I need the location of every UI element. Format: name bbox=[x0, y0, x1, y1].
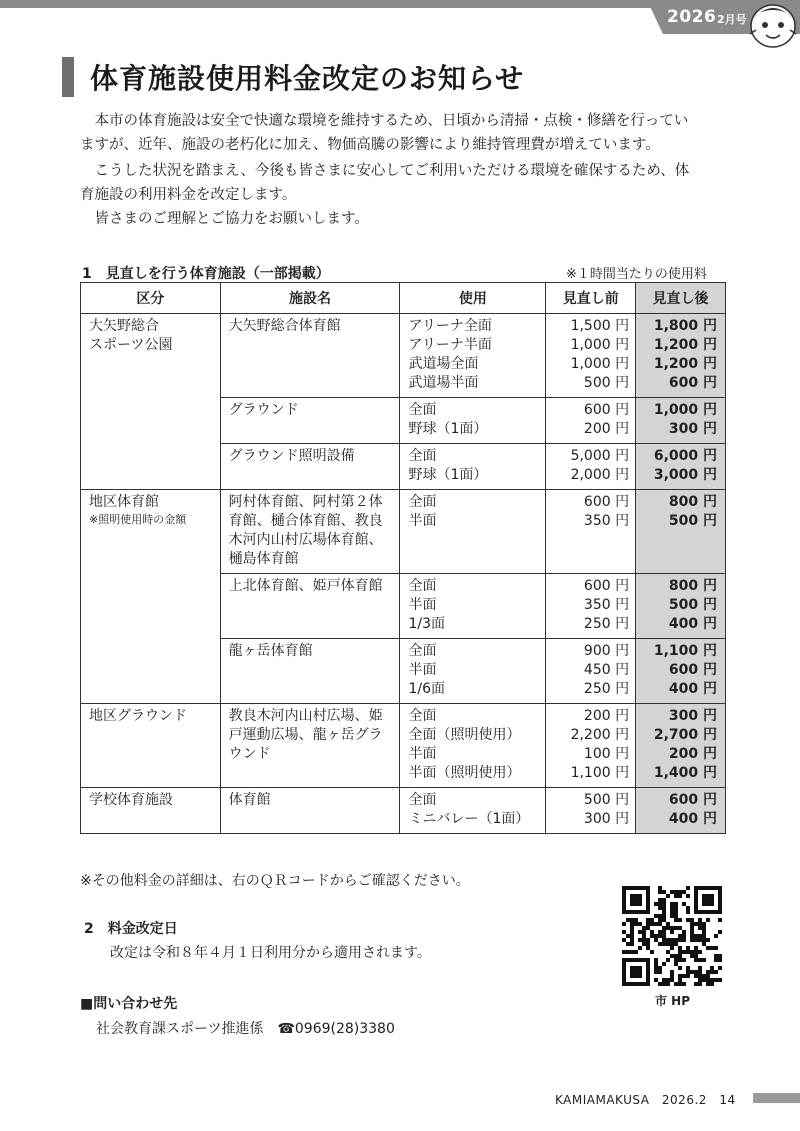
price-before: 2,000 円 bbox=[570, 467, 630, 483]
facility-name: グラウンド照明設備 bbox=[228, 448, 355, 464]
facility-name: 阿村体育館、阿村第２体 bbox=[228, 494, 383, 510]
price-after: 600 円 bbox=[668, 375, 717, 391]
price-after: 1,400 円 bbox=[653, 765, 717, 781]
col-header-facility: 施設名 bbox=[220, 283, 400, 314]
use-label: 半面 bbox=[408, 662, 437, 678]
table-row bbox=[81, 788, 726, 834]
category-label: 地区グラウンド bbox=[89, 708, 187, 724]
use-label: 全面 bbox=[408, 792, 437, 808]
facility-cell bbox=[220, 788, 400, 834]
facility-cell bbox=[220, 704, 400, 788]
issue-month: 2月号 bbox=[717, 13, 747, 26]
use-cell bbox=[400, 490, 546, 574]
price-after: 300 円 bbox=[668, 708, 717, 724]
price-after: 1,100 円 bbox=[653, 643, 717, 659]
facility-cell bbox=[220, 639, 400, 704]
price-before-cell bbox=[546, 704, 636, 788]
use-label: ミニバレー（1面） bbox=[408, 811, 530, 827]
price-after: 6,000 円 bbox=[653, 448, 717, 464]
category-label: 学校体育施設 bbox=[89, 792, 173, 808]
facility-name: 大矢野総合体育館 bbox=[228, 318, 341, 334]
price-after: 1,200 円 bbox=[653, 337, 717, 353]
price-before: 500 円 bbox=[583, 792, 630, 808]
price-after: 800 円 bbox=[668, 494, 717, 510]
use-label: 全面 bbox=[408, 708, 437, 724]
facility-name: グラウンド bbox=[228, 402, 299, 418]
facility-name: 木河内山村広場体育館、 bbox=[228, 532, 383, 548]
facility-name: 育館、樋合体育館、教良 bbox=[228, 513, 383, 529]
category-label: 大矢野総合 bbox=[89, 318, 159, 334]
qr-label: 市 HP bbox=[655, 994, 691, 1008]
use-label: 全面 bbox=[408, 494, 437, 510]
price-after-cell bbox=[636, 639, 726, 704]
section1-heading: 1 見直しを行う体育施設（一部掲載） bbox=[82, 266, 330, 282]
intro-line: 育施設の利用料金を改定します。 bbox=[80, 187, 297, 203]
contact-body: 社会教育課スポーツ推進係 ☎0969(28)3380 bbox=[96, 1021, 395, 1037]
use-label: 半面 bbox=[408, 597, 437, 613]
use-cell bbox=[400, 788, 546, 834]
price-before: 1,000 円 bbox=[570, 337, 630, 353]
table-row bbox=[81, 314, 726, 398]
use-label: 1/6面 bbox=[408, 681, 445, 697]
use-label: 全面 bbox=[408, 643, 437, 659]
price-before: 450 円 bbox=[583, 662, 630, 678]
footer-bar bbox=[753, 1093, 800, 1103]
issue-year: 2026 bbox=[667, 7, 717, 27]
price-after: 200 円 bbox=[668, 746, 717, 762]
page-footer: KAMIAMAKUSA 2026.2 14 bbox=[555, 1093, 736, 1107]
price-before-cell bbox=[546, 788, 636, 834]
intro-line: 本市の体育施設は安全で快適な環境を維持するため、日頃から清掃・点検・修繕を行ってい bbox=[80, 113, 689, 129]
use-label: アリーナ全面 bbox=[408, 318, 492, 334]
price-before-cell bbox=[546, 639, 636, 704]
price-after: 1,200 円 bbox=[653, 356, 717, 372]
price-before: 600 円 bbox=[583, 578, 630, 594]
price-after-cell bbox=[636, 490, 726, 574]
col-header-before: 見直し前 bbox=[546, 283, 636, 314]
facility-name: 戸運動広場、龍ヶ岳グラ bbox=[228, 727, 383, 743]
price-after: 600 円 bbox=[668, 792, 717, 808]
facility-name: 上北体育館、姫戸体育館 bbox=[228, 578, 383, 594]
price-after: 2,700 円 bbox=[653, 727, 717, 743]
price-after: 1,000 円 bbox=[653, 402, 717, 418]
price-before: 900 円 bbox=[583, 643, 630, 659]
price-before-cell bbox=[546, 314, 636, 398]
use-label: 武道場半面 bbox=[408, 375, 479, 391]
use-cell bbox=[400, 314, 546, 398]
price-after: 600 円 bbox=[668, 662, 717, 678]
facility-name: ウンド bbox=[228, 746, 271, 762]
price-before-cell bbox=[546, 444, 636, 490]
price-before: 1,100 円 bbox=[570, 765, 630, 781]
table-header-row bbox=[81, 283, 726, 314]
price-before: 200 円 bbox=[583, 708, 630, 724]
price-after-cell bbox=[636, 704, 726, 788]
table-footnote: ※その他料金の詳細は、右のＱＲコードからご確認ください。 bbox=[80, 873, 470, 889]
use-label: 全面（照明使用） bbox=[408, 727, 521, 743]
price-before: 1,000 円 bbox=[570, 356, 630, 372]
facility-name: 樋島体育館 bbox=[228, 551, 299, 567]
facility-name: 龍ヶ岳体育館 bbox=[228, 643, 313, 659]
price-after-cell bbox=[636, 574, 726, 639]
intro-line: 皆さまのご理解とご協力をお願いします。 bbox=[80, 211, 369, 227]
price-before: 100 円 bbox=[583, 746, 630, 762]
price-after: 800 円 bbox=[668, 578, 717, 594]
page-title: 体育施設使用料金改定のお知らせ bbox=[90, 62, 525, 95]
intro-line: こうした状況を踏まえ、今後も皆さまに安心してご利用いただける環境を確保するため、体 bbox=[80, 163, 690, 179]
use-label: 半面 bbox=[408, 746, 437, 762]
facility-cell bbox=[220, 574, 400, 639]
mascot-icon bbox=[746, 0, 800, 52]
facility-name: 教良木河内山村広場、姫 bbox=[228, 708, 383, 724]
price-after: 400 円 bbox=[668, 811, 717, 827]
use-label: 半面（照明使用） bbox=[408, 765, 521, 781]
intro-line: ますが、近年、施設の老朽化に加え、物価高騰の影響により維持管理費が増えています。 bbox=[80, 137, 660, 153]
facility-cell bbox=[220, 444, 400, 490]
price-before: 500 円 bbox=[583, 375, 630, 391]
price-after: 400 円 bbox=[668, 681, 717, 697]
category-label: 地区体育館 bbox=[89, 494, 159, 510]
category-cell bbox=[81, 788, 221, 834]
price-before-cell bbox=[546, 398, 636, 444]
facility-cell bbox=[220, 398, 400, 444]
price-after: 500 円 bbox=[668, 513, 717, 529]
use-cell bbox=[400, 639, 546, 704]
section2-body: 改定は令和８年４月１日利用分から適用されます。 bbox=[110, 945, 431, 961]
price-after: 3,000 円 bbox=[653, 467, 717, 483]
facility-cell bbox=[220, 490, 400, 574]
price-after: 400 円 bbox=[668, 616, 717, 632]
table-row bbox=[81, 704, 726, 788]
price-after-cell bbox=[636, 444, 726, 490]
price-before: 5,000 円 bbox=[570, 448, 630, 464]
price-after: 500 円 bbox=[668, 597, 717, 613]
col-header-category: 区分 bbox=[81, 283, 221, 314]
fee-table-body bbox=[81, 314, 726, 834]
price-before: 250 円 bbox=[583, 681, 630, 697]
use-cell bbox=[400, 574, 546, 639]
price-before-cell bbox=[546, 490, 636, 574]
facility-name: 体育館 bbox=[228, 792, 271, 808]
facility-cell bbox=[220, 314, 400, 398]
section1-note: ※１時間当たりの使用料 bbox=[566, 267, 707, 282]
price-before: 350 円 bbox=[583, 513, 630, 529]
price-after: 300 円 bbox=[668, 421, 717, 437]
price-after: 1,800 円 bbox=[653, 318, 717, 334]
section2-heading: 2 料金改定日 bbox=[84, 921, 178, 937]
use-label: 野球（1面） bbox=[408, 421, 488, 437]
use-label: 全面 bbox=[408, 448, 437, 464]
category-note: ※照明使用時の金額 bbox=[89, 513, 187, 526]
use-cell bbox=[400, 704, 546, 788]
use-label: 武道場全面 bbox=[408, 356, 479, 372]
price-before-cell bbox=[546, 574, 636, 639]
price-before: 200 円 bbox=[583, 421, 630, 437]
use-cell bbox=[400, 444, 546, 490]
use-label: 全面 bbox=[408, 578, 437, 594]
price-before: 250 円 bbox=[583, 616, 630, 632]
price-before: 600 円 bbox=[583, 494, 630, 510]
category-cell bbox=[81, 490, 221, 704]
qr-code[interactable] bbox=[622, 886, 722, 986]
use-cell bbox=[400, 398, 546, 444]
category-cell bbox=[81, 314, 221, 490]
title-marker bbox=[62, 57, 74, 97]
fee-table bbox=[80, 282, 726, 834]
col-header-use: 使用 bbox=[400, 283, 546, 314]
price-before: 300 円 bbox=[583, 811, 630, 827]
price-after-cell bbox=[636, 788, 726, 834]
category-label: スポーツ公園 bbox=[89, 337, 173, 353]
price-after-cell bbox=[636, 314, 726, 398]
use-label: 全面 bbox=[408, 402, 437, 418]
price-after-cell bbox=[636, 398, 726, 444]
use-label: 1/3面 bbox=[408, 616, 445, 632]
category-cell bbox=[81, 704, 221, 788]
price-before: 350 円 bbox=[583, 597, 630, 613]
price-before: 1,500 円 bbox=[570, 318, 630, 334]
price-before: 600 円 bbox=[583, 402, 630, 418]
table-row bbox=[81, 490, 726, 574]
col-header-after: 見直し後 bbox=[636, 283, 726, 314]
price-before: 2,200 円 bbox=[570, 727, 630, 743]
use-label: 野球（1面） bbox=[408, 467, 488, 483]
use-label: アリーナ半面 bbox=[408, 337, 492, 353]
use-label: 半面 bbox=[408, 513, 437, 529]
contact-heading: ■問い合わせ先 bbox=[80, 996, 178, 1012]
